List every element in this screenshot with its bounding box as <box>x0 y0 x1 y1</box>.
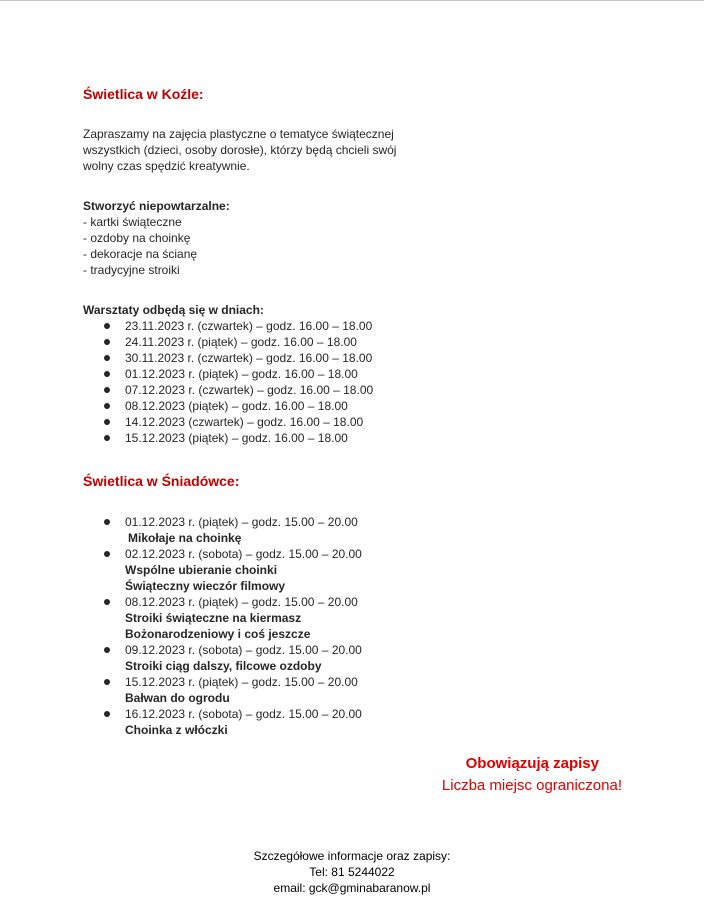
contact-footer <box>0 848 704 896</box>
event-activity: Świąteczny wieczór filmowy <box>125 579 286 593</box>
kozle-dates-list <box>83 318 373 446</box>
date-item: 15.12.2023 (piątek) – godz. 16.00 – 18.00 <box>83 430 373 446</box>
event-item <box>83 706 362 738</box>
event-item <box>83 674 362 706</box>
date-item: 23.11.2023 r. (czwartek) – godz. 16.00 – 18.00 <box>83 318 373 334</box>
dates-heading: Warsztaty odbędą się w dniach: <box>83 303 264 317</box>
footer-info-line: Szczegółowe informacje oraz zapisy: <box>253 849 451 863</box>
create-item: - dekoracje na ścianę <box>83 247 198 261</box>
event-activity: Stroiki ciąg dalszy, filcowe ozdoby <box>125 659 322 673</box>
event-activity: Wspólne ubieranie choinki <box>125 563 278 577</box>
sniadowka-events-list <box>83 514 362 738</box>
date-item: 08.12.2023 (piątek) – godz. 16.00 – 18.00 <box>83 398 373 414</box>
event-item <box>83 514 362 546</box>
event-date: 08.12.2023 r. (piątek) – godz. 15.00 – 20.00 <box>125 595 358 609</box>
event-activity: Bałwan do ogrodu <box>125 691 230 705</box>
create-item: - ozdoby na choinkę <box>83 231 191 245</box>
event-activity: Choinka z włóczki <box>125 723 228 737</box>
event-date: 09.12.2023 r. (sobota) – godz. 15.00 – 20.00 <box>125 643 362 657</box>
section-title-sniadowka: Świetlica w Śniadówce: <box>83 473 240 489</box>
date-item: 01.12.2023 r. (piątek) – godz. 16.00 – 18.00 <box>83 366 373 382</box>
date-item: 30.11.2023 r. (czwartek) – godz. 16.00 – 18.00 <box>83 350 373 366</box>
event-date: 01.12.2023 r. (piątek) – godz. 15.00 – 20.00 <box>125 515 358 529</box>
create-item: - tradycyjne stroiki <box>83 263 180 277</box>
event-item <box>83 642 362 674</box>
footer-email: email: gck@gminabaranow.pl <box>273 881 431 895</box>
intro-line: wolny czas spędzić kreatywnie. <box>83 159 250 173</box>
date-item: 14.12.2023 (czwartek) – godz. 16.00 – 18.00 <box>83 414 373 430</box>
intro-line: Zapraszamy na zajęcia plastyczne o tematyce świątecznej <box>83 127 394 141</box>
create-item: - kartki świąteczne <box>83 215 182 229</box>
limited-places-notice: Liczba miejsc ograniczona! <box>441 777 622 794</box>
registration-required-notice: Obowiązują zapisy <box>465 755 599 772</box>
event-item <box>83 546 362 594</box>
create-list <box>83 198 230 278</box>
event-activity: Mikołaje na choinkę <box>128 531 242 545</box>
event-activity: Stroiki świąteczne na kiermasz <box>125 611 302 625</box>
intro-line: wszystkich (dzieci, osoby dorosłe), którzy będą chcieli swój <box>83 143 397 157</box>
event-date: 16.12.2023 r. (sobota) – godz. 15.00 – 20.00 <box>125 707 362 721</box>
event-item <box>83 594 362 642</box>
event-date: 15.12.2023 r. (piątek) – godz. 15.00 – 20.00 <box>125 675 358 689</box>
event-activity: Bożonarodzeniowy i coś jeszcze <box>125 627 311 641</box>
date-item: 24.11.2023 r. (piątek) – godz. 16.00 – 18.00 <box>83 334 373 350</box>
event-date: 02.12.2023 r. (sobota) – godz. 15.00 – 20.00 <box>125 547 362 561</box>
create-heading: Stworzyć niepowtarzalne: <box>83 199 230 213</box>
date-item: 07.12.2023 r. (czwartek) – godz. 16.00 – 18.00 <box>83 382 373 398</box>
intro-paragraph <box>83 126 396 174</box>
section-title-kozle: Świetlica w Koźle: <box>83 86 204 102</box>
footer-phone: Tel: 81 5244022 <box>309 865 395 879</box>
